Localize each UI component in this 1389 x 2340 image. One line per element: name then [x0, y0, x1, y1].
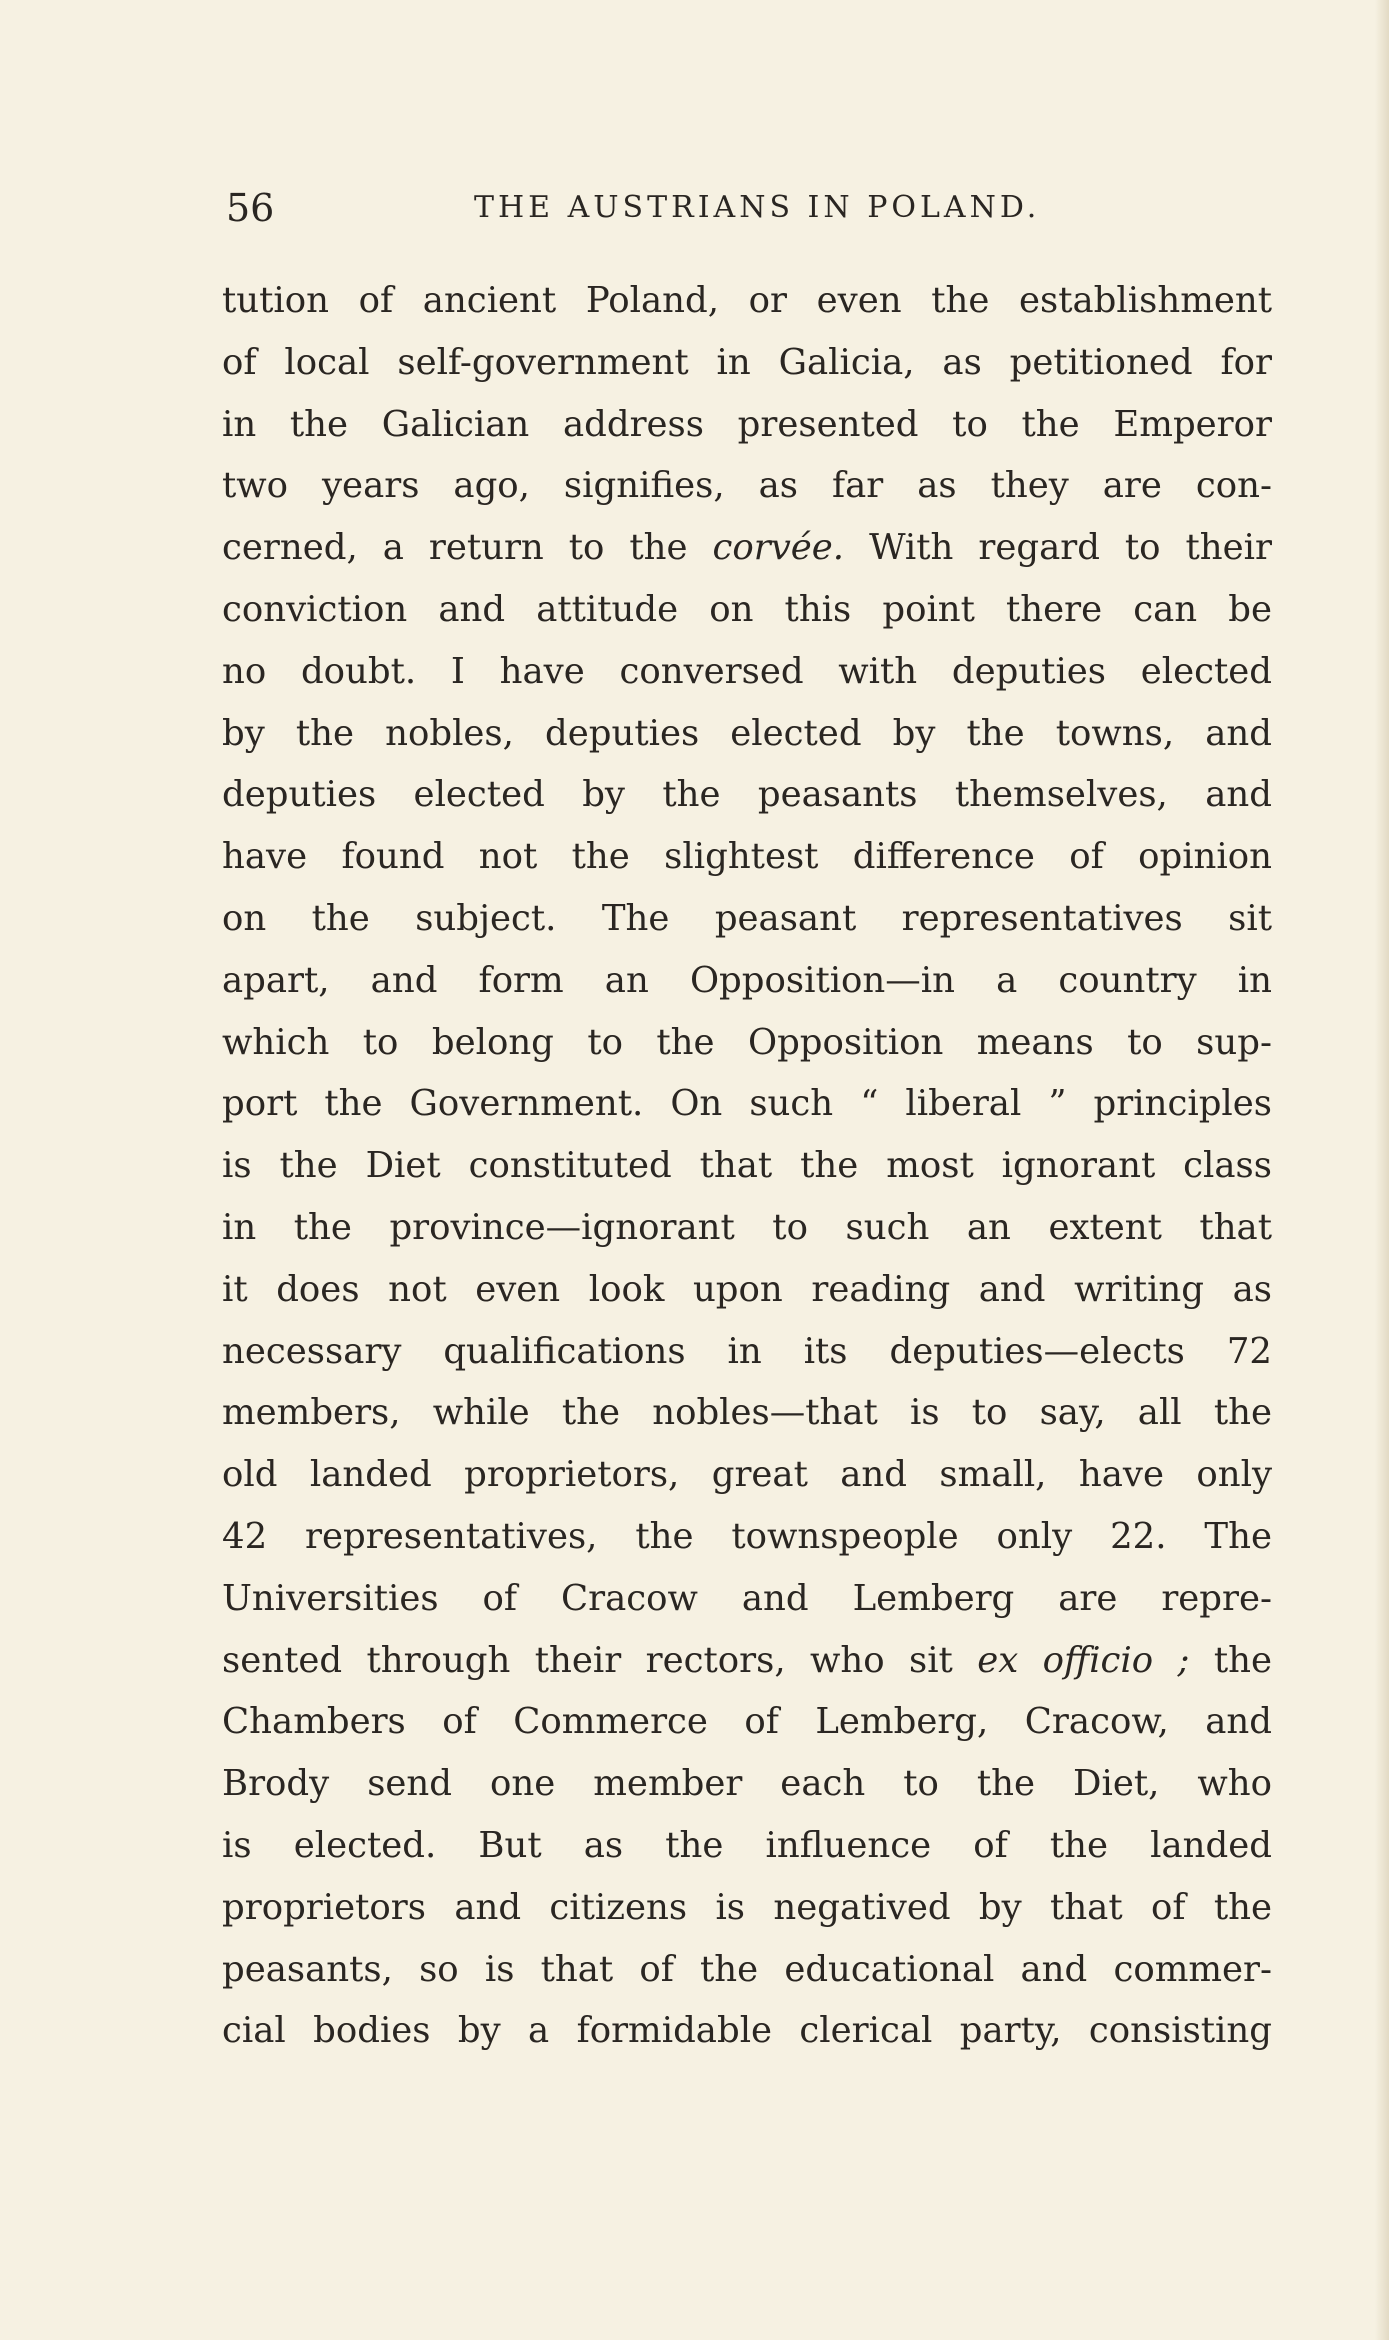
- text-line: apart, and form an Opposition—in a country in: [222, 959, 1272, 1001]
- italic-term: ex officio ;: [977, 1639, 1190, 1681]
- text-line: in the Galician address presented to the Emperor: [222, 403, 1272, 445]
- text-line: is the Diet constituted that the most ignorant class: [222, 1145, 1272, 1187]
- running-head: [0, 178, 1389, 238]
- text-line: 42 representatives, the townspeople only 22. The: [222, 1515, 1272, 1557]
- text-line: old landed proprietors, great and small, have only: [222, 1454, 1272, 1496]
- text-run: sented through their rectors, who sit: [222, 1639, 978, 1681]
- text-line: members, while the nobles—that is to say, all the: [222, 1392, 1272, 1434]
- text-line: it does not even look upon reading and writing as: [222, 1268, 1272, 1310]
- text-line: which to belong to the Opposition means to sup-: [222, 1021, 1272, 1063]
- text-line: necessary qualifications in its deputies—elects 72: [222, 1330, 1272, 1372]
- text-line: Brody send one member each to the Diet, who: [222, 1763, 1272, 1805]
- text-line: tution of ancient Poland, or even the establishment: [222, 280, 1272, 321]
- text-line: is elected. But as the influence of the landed: [222, 1824, 1272, 1866]
- text-line: Universities of Cracow and Lemberg are repre-: [222, 1577, 1272, 1619]
- text-line: deputies elected by the peasants themselves, and: [222, 774, 1272, 816]
- text-line: [222, 517, 1272, 579]
- text-line: have found not the slightest difference of opinion: [222, 836, 1272, 878]
- text-line: two years ago, signifies, as far as they are con-: [222, 465, 1272, 507]
- text-run: cerned, a return to the: [222, 527, 713, 569]
- text-line: on the subject. The peasant representatives sit: [222, 897, 1272, 939]
- text-line: no doubt. I have conversed with deputies elected: [222, 650, 1272, 692]
- text-line: peasants, so is that of the educational and commer-: [222, 1948, 1272, 1990]
- italic-term: corvée.: [712, 527, 845, 569]
- body-text: [222, 270, 1272, 2062]
- text-line: port the Government. On such “ liberal ” principles: [222, 1083, 1272, 1125]
- text-line: [222, 1630, 1272, 1692]
- text-line: proprietors and citizens is negatived by that of the: [222, 1886, 1272, 1928]
- running-title: THE AUSTRIANS IN POLAND.: [474, 190, 1041, 225]
- text-run: With regard to their: [844, 527, 1272, 569]
- text-run: the: [1189, 1639, 1272, 1681]
- text-line: cial bodies by a formidable clerical party, consisting: [222, 2010, 1272, 2052]
- text-line: conviction and attitude on this point there can be: [222, 588, 1272, 630]
- text-line: of local self-government in Galicia, as petitioned for: [222, 341, 1272, 383]
- text-line: Chambers of Commerce of Lemberg, Cracow, and: [222, 1701, 1272, 1743]
- text-line: in the province—ignorant to such an extent that: [222, 1206, 1272, 1248]
- page-number: 56: [226, 186, 275, 230]
- text-line: by the nobles, deputies elected by the towns, and: [222, 712, 1272, 754]
